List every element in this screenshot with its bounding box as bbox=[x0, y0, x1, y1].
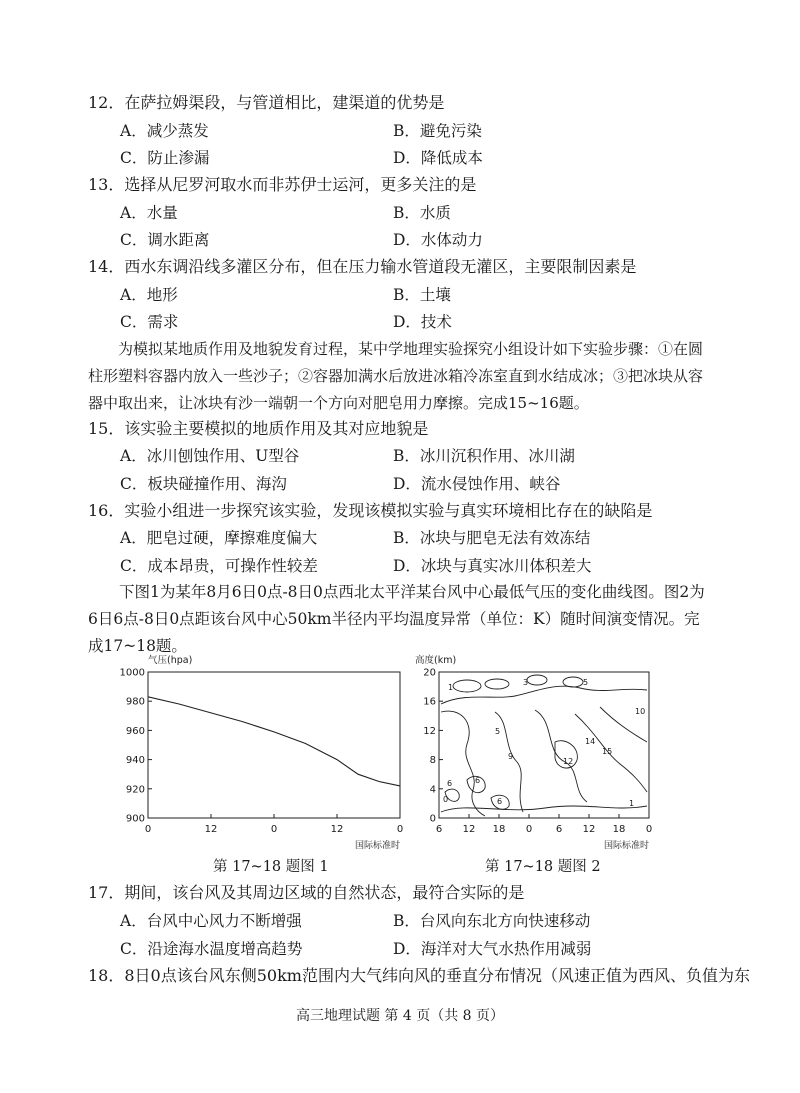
contour-label: 6 bbox=[475, 776, 481, 785]
fig2-contours bbox=[441, 675, 647, 816]
x-tick-label: 0 bbox=[144, 824, 152, 835]
y-tick-label: 8 bbox=[429, 755, 436, 767]
y-tick-label: 1000 bbox=[119, 667, 145, 679]
x-tick-label: 18 bbox=[612, 824, 626, 835]
question-13-stem: 13．选择从尼罗河取水而非苏伊士运河，更多关注的是 bbox=[88, 175, 477, 194]
fig2-ylabel: 高度(km) bbox=[415, 655, 457, 666]
q16-option-d: D．冰块与真实冰川体积差大 bbox=[393, 557, 592, 575]
contour-label: 1 bbox=[448, 683, 454, 692]
x-tick-label: 12 bbox=[204, 824, 218, 835]
q17-option-b: B．台风向东北方向快速移动 bbox=[393, 912, 591, 930]
question-18-stem: 18．8日0点该台风东侧50km范围内大气纬向风的垂直分布情况（风速正值为西风、负值为东 bbox=[88, 966, 750, 985]
x-tick-label: 0 bbox=[270, 824, 278, 835]
q13-option-b: B．水质 bbox=[393, 204, 451, 222]
pressure-line-chart bbox=[100, 652, 415, 857]
contour-label: 15 bbox=[602, 747, 613, 756]
q13-option-d: D．水体动力 bbox=[393, 231, 483, 249]
q16-option-b: B．冰块与肥皂无法有效冻结 bbox=[393, 529, 591, 547]
contour-label: 3 bbox=[523, 678, 529, 687]
question-15-stem: 15．该实验主要模拟的地质作用及其对应地貌是 bbox=[88, 419, 429, 438]
y-tick-label: 12 bbox=[423, 725, 436, 737]
contour-label: 1 bbox=[629, 799, 635, 808]
contour-line bbox=[535, 710, 587, 802]
q16-option-c: C．成本昂贵，可操作性较差 bbox=[120, 557, 318, 575]
y-tick-label: 900 bbox=[125, 813, 145, 825]
x-tick-label: 6 bbox=[555, 824, 563, 835]
passage-15-16: 为模拟某地质作用及地貌发育过程，某中学地理实验探究小组设计如下实验步骤：①在圆柱形塑料容器内放入一些沙子；②容器加满水后放进冰箱冷冻室直到水结成冰；③把冰块从容器中取出来，让冰块有沙一端朝一个方向对肥皂用力摩擦。完成15~16题。 bbox=[88, 340, 704, 412]
contour-line bbox=[441, 806, 647, 812]
question-12-stem: 12．在萨拉姆渠段，与管道相比，建渠道的优势是 bbox=[88, 93, 445, 112]
passage-17-18: 下图1为某年8月6日0点-8日0点西北太平洋某台风中心最低气压的变化曲线图。图2为6日6点-8日0点距该台风中心50km半径内平均温度异常（单位：K）随时间演变情况。完成17~18题。 bbox=[88, 583, 705, 655]
q15-option-c: C．板块碰撞作用、海沟 bbox=[120, 475, 287, 493]
contour-closed bbox=[453, 680, 481, 692]
contour-label: 12 bbox=[563, 757, 574, 766]
contour-label: 6 bbox=[497, 797, 503, 806]
y-tick-label: 0 bbox=[429, 813, 436, 825]
q15-option-b: B．冰川沉积作用、冰川湖 bbox=[393, 447, 575, 465]
question-17-stem: 17．期间，该台风及其周边区域的自然状态，最符合实际的是 bbox=[88, 883, 525, 902]
y-tick-label: 940 bbox=[125, 755, 145, 767]
contour-label: 10 bbox=[635, 707, 646, 716]
contour-label: 5 bbox=[583, 678, 589, 687]
contour-label: 14 bbox=[585, 737, 596, 746]
contour-closed bbox=[527, 675, 547, 685]
q14-option-c: C．需求 bbox=[120, 313, 179, 331]
contour-label: 9 bbox=[508, 752, 514, 761]
fig1-pressure-line bbox=[148, 697, 400, 786]
y-tick-label: 960 bbox=[125, 725, 145, 737]
contour-closed bbox=[563, 677, 583, 687]
y-tick-label: 980 bbox=[125, 696, 145, 708]
contour-label: 0 bbox=[443, 795, 449, 804]
q14-option-a: A．地形 bbox=[120, 286, 178, 304]
page-footer: 高三地理试题 第 4 页（共 8 页） bbox=[295, 1008, 505, 1024]
q17-option-d: D．海洋对大气水热作用减弱 bbox=[393, 940, 592, 958]
q13-option-c: C．调水距离 bbox=[120, 231, 210, 249]
q12-option-c: C．防止渗漏 bbox=[120, 149, 210, 167]
q15-option-d: D．流水侵蚀作用、峡谷 bbox=[393, 475, 561, 493]
x-tick-label: 12 bbox=[582, 824, 596, 835]
q14-option-b: B．土壤 bbox=[393, 286, 451, 304]
q13-option-a: A．水量 bbox=[120, 204, 178, 222]
y-tick-label: 16 bbox=[423, 696, 436, 708]
fig1-frame bbox=[148, 672, 400, 818]
fig1-caption: 第 17~18 题图 1 bbox=[213, 859, 329, 875]
q12-option-d: D．降低成本 bbox=[393, 149, 483, 167]
y-tick-label: 920 bbox=[125, 784, 145, 796]
fig2-frame bbox=[439, 672, 649, 818]
x-tick-label: 0 bbox=[396, 824, 404, 835]
x-tick-label: 18 bbox=[492, 824, 506, 835]
x-tick-label: 12 bbox=[462, 824, 476, 835]
question-14-stem: 14．西水东调沿线多灌区分布，但在压力输水管道段无灌区，主要限制因素是 bbox=[88, 257, 637, 276]
q17-option-c: C．沿途海水温度增高趋势 bbox=[120, 940, 303, 958]
x-tick-label: 0 bbox=[525, 824, 533, 835]
question-16-stem: 16．实验小组进一步探究该实验，发现该模拟实验与真实环境相比存在的缺陷是 bbox=[88, 501, 653, 520]
x-tick-label: 0 bbox=[645, 824, 653, 835]
contour-line bbox=[441, 686, 647, 704]
q17-option-a: A．台风中心风力不断增强 bbox=[120, 912, 302, 930]
fig2-caption: 第 17~18 题图 2 bbox=[485, 859, 601, 875]
fig2-xlabel: 国际标准时 bbox=[603, 841, 649, 851]
contour-label: 5 bbox=[495, 727, 501, 736]
q12-option-a: A．减少蒸发 bbox=[120, 122, 209, 140]
y-tick-label: 4 bbox=[429, 784, 436, 796]
fig1-ylabel: 气压(hpa) bbox=[148, 655, 193, 666]
q14-option-d: D．技术 bbox=[393, 313, 452, 331]
q16-option-a: A．肥皂过硬，摩擦难度偏大 bbox=[120, 529, 318, 547]
fig1-xlabel: 国际标准时 bbox=[354, 841, 400, 851]
q12-option-b: B．避免污染 bbox=[393, 122, 482, 140]
y-tick-label: 20 bbox=[423, 667, 436, 679]
q15-option-a: A．冰川刨蚀作用、U型谷 bbox=[120, 447, 300, 465]
contour-label: 6 bbox=[447, 779, 453, 788]
x-tick-label: 6 bbox=[435, 824, 443, 835]
temperature-anomaly-contour bbox=[405, 652, 675, 857]
contour-closed bbox=[485, 679, 509, 689]
x-tick-label: 12 bbox=[330, 824, 344, 835]
